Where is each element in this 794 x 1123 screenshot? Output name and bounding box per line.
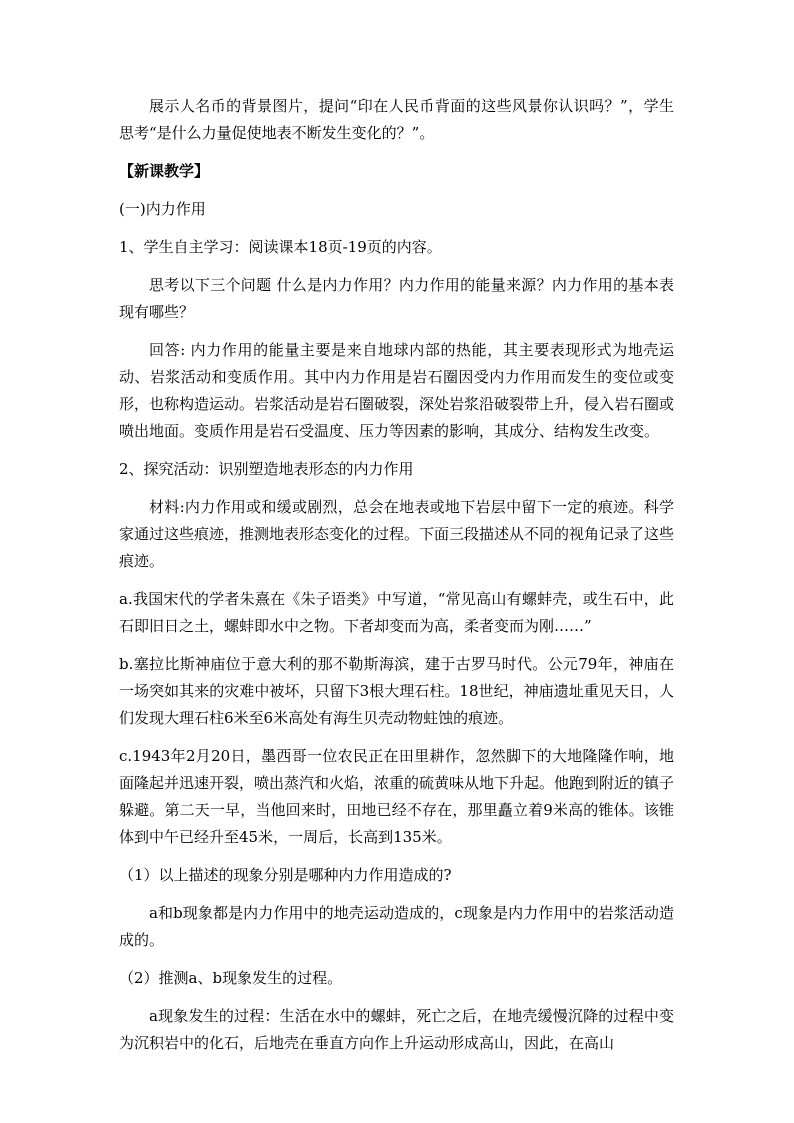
question-1: （1）以上描述的现象分别是哪种内力作用造成的? [119,866,452,884]
paragraph-case-c: c.1943年2月20日，墨西哥一位农民正在田里耕作，忽然脚下的大地隆隆作响，地面隆起并迅速开裂，喷出蒸汽和火焰，浓重的硫黄味从地下升起。他跑到附近的镇子躲避。第二天一早，当他回来时，田地已经不存在，那里矗立着9米高的锥体。该锥体到中午已经升至45米，一周后，长高到135米。 [119,747,675,846]
paragraph-case-a: a.我国宋代的学者朱熹在《朱子语类》中写道，“常见高山有螺蚌壳，或生石中，此石即旧日之土，螺蚌即水中之物。下者却变而为高，柔者变而为刚……” [119,590,674,635]
paragraph-case-b: b.塞拉比斯神庙位于意大利的那不勒斯海滨，建于古罗马时代。公元79年，神庙在一场突如其来的灾难中被坏，只留下3根大理石柱。18世纪，神庙遗址重见天日，人们发现大理石柱6米至6米高处有海生贝壳动物蛀蚀的痕迹。 [119,655,674,727]
paragraph-intro: 展示人名币的背景图片，提问“印在人民币背面的这些风景你认识吗？”，学生思考“是什么力量促使地表不断发生变化的？”。 [119,97,674,142]
question-2: （2）推测a、b现象发生的过程。 [119,969,343,987]
answer-1: a和b现象都是内力作用中的地壳运动造成的，c现象是内力作用中的岩浆活动造成的。 [119,904,674,949]
paragraph-answer: 回答: 内力作用的能量主要是来自地球内部的热能，其主要表现形式为地壳运动、岩浆活动和变质作用。其中内力作用是岩石圈因受内力作用而发生的变位或变形，也称构造运动。岩浆活动是岩石圈破裂，深处岩浆沿破裂带上升，侵入岩石圈或喷出地面。变质作用是岩石受温度、压力等因素的影响，其成分、结构发生改变。 [119,341,675,440]
answer-2: a现象发生的过程：生活在水中的螺蚌，死亡之后，在地壳缓慢沉降的过程中变为沉积岩中的化石，后地壳在垂直方向作上升运动形成高山，因此，在高山 [119,1007,674,1052]
section-heading-new-lesson: 【新课教学】 [119,162,210,180]
paragraph-questions: 思考以下三个问题 什么是内力作用？内力作用的能量来源？内力作用的基本表现有哪些？ [119,276,674,321]
paragraph-step-1: 1、学生自主学习：阅读课本18页-19页的内容。 [119,238,442,256]
paragraph-material: 材料:内力作用或和缓或剧烈，总会在地表或地下岩层中留下一定的痕迹。科学家通过这些痕迹，推测地表形态变化的过程。下面三段描述从不同的视角记录了这些痕迹。 [119,498,675,570]
document-body [119,93,674,1068]
subsection-title: (一)内力作用 [119,200,206,218]
paragraph-step-2: 2、探究活动：识别塑造地表形态的内力作用 [119,460,414,478]
